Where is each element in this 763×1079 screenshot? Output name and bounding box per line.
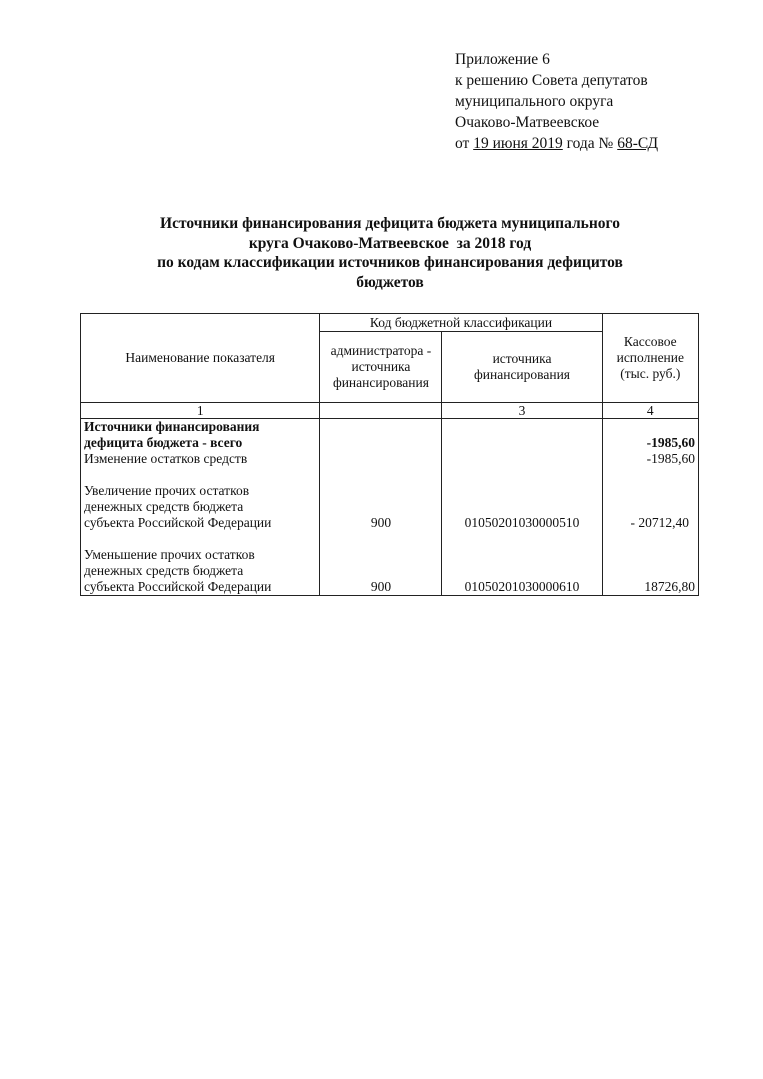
column-number — [320, 403, 442, 419]
source-codes — [442, 419, 602, 596]
header-row — [81, 314, 699, 332]
decrease-value: 18726,80 — [644, 579, 695, 594]
appendix-header — [455, 49, 658, 154]
appendix-line: Приложение 6 — [455, 51, 550, 68]
decrease-name: денежных средств бюджета — [84, 563, 244, 578]
change-name: Изменение остатков средств — [84, 451, 248, 466]
appendix-date-line — [455, 133, 658, 154]
appendix-line: муниципального округа — [455, 93, 614, 110]
header-name: Наименование показателя — [81, 314, 320, 403]
increase-value: - 20712,40 — [630, 515, 689, 530]
increase-name: денежных средств бюджета — [84, 499, 244, 514]
increase-code: 01050201030000510 — [464, 515, 580, 530]
decision-date: 19 июня 2019 — [473, 135, 563, 152]
decrease-admin: 900 — [370, 579, 392, 594]
title-line: Источники финансирования дефицита бюджета муниципального — [160, 215, 620, 232]
total-value: -1985,60 — [646, 435, 695, 450]
increase-name: субъекта Российской Федерации — [84, 515, 272, 530]
title-line: бюджетов — [356, 273, 424, 291]
column-number: 3 — [442, 403, 602, 419]
header-source: источника финансирования — [442, 332, 602, 403]
indicator-names — [81, 419, 320, 596]
header-code-group: Код бюджетной классификации — [320, 314, 602, 332]
increase-admin: 900 — [370, 515, 392, 530]
column-number-row — [81, 403, 699, 419]
date-prefix: от — [455, 135, 474, 152]
increase-name: Увеличение прочих остатков — [84, 483, 250, 498]
decrease-name: субъекта Российской Федерации — [84, 579, 272, 594]
total-name: дефицита бюджета - всего — [84, 435, 243, 450]
financing-sources-table — [80, 313, 699, 596]
appendix-line: к решению Совета депутатов — [455, 72, 648, 89]
header-admin: администратора - источника финансирования — [320, 332, 442, 403]
column-number: 1 — [81, 403, 320, 419]
title-line: круга Очаково-Матвеевское за 2018 год — [248, 234, 532, 252]
total-name: Источники финансирования — [84, 419, 260, 434]
cash-values — [602, 419, 698, 596]
decrease-code: 01050201030000610 — [464, 579, 580, 594]
column-number: 4 — [602, 403, 698, 419]
decision-number: 68-СД — [617, 135, 659, 152]
admin-codes — [320, 419, 442, 596]
document-title — [80, 214, 700, 292]
appendix-line: Очаково-Матвеевское — [455, 114, 600, 131]
date-mid: года № — [562, 135, 618, 152]
table-row — [81, 419, 699, 596]
decrease-name: Уменьшение прочих остатков — [84, 547, 255, 562]
title-line: по кодам классификации источников финансирования дефицитов — [157, 254, 623, 271]
change-value: -1985,60 — [646, 451, 695, 466]
header-cash: Кассовое исполнение (тыс. руб.) — [602, 314, 698, 403]
